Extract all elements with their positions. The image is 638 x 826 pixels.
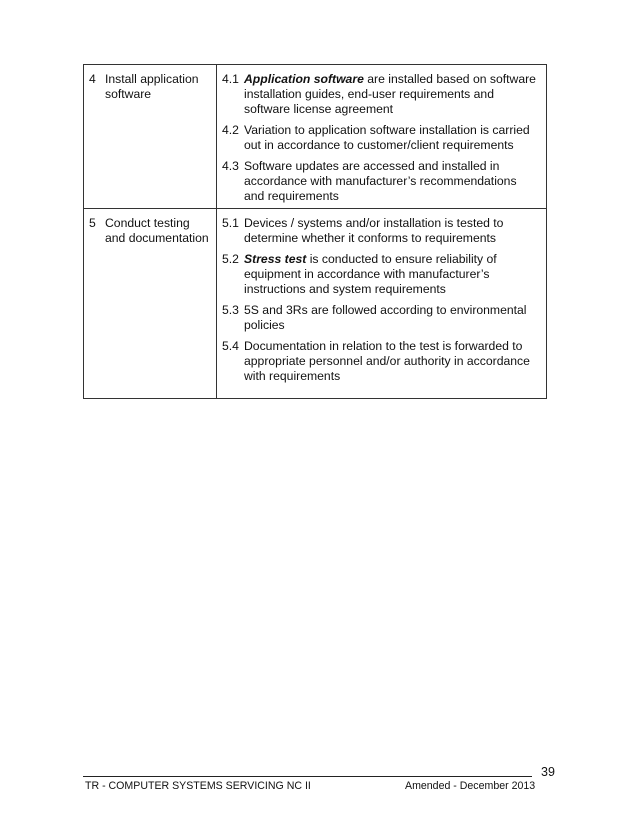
- criterion-text: [244, 72, 540, 117]
- criterion-body: are installed based on software installation guides, end-user requirements and software license agreement: [244, 72, 536, 116]
- criterion-text: [244, 252, 540, 297]
- criterion-item: [222, 123, 540, 153]
- criterion-emphasis: Application software: [244, 72, 364, 86]
- criterion-item: [222, 339, 540, 384]
- criterion-item: [222, 252, 540, 297]
- criterion-number: 5.2: [222, 252, 239, 266]
- page-number: 39: [541, 765, 555, 779]
- footer-amended-date: Amended - December 2013: [405, 780, 536, 792]
- criterion-emphasis: Stress test: [244, 252, 307, 266]
- unit-title: Conduct testing and documentation: [105, 216, 209, 245]
- unit-title: Install application software: [105, 72, 199, 101]
- criterion-body: is conducted to ensure reliability of equipment in accordance with manufacturer’s instructions and system requirements: [244, 252, 497, 296]
- footer-divider: [83, 776, 532, 777]
- criterion-number: 4.3: [222, 159, 239, 173]
- criterion-number: 5.1: [222, 216, 239, 230]
- criteria-cell: [217, 209, 546, 398]
- criterion-item: [222, 216, 540, 246]
- criteria-cell: [217, 65, 546, 208]
- criterion-text: Devices / systems and/or installation is tested to determine whether it conforms to requirements: [244, 216, 504, 245]
- competency-table: [83, 64, 547, 399]
- criterion-item: [222, 303, 540, 333]
- criterion-text: 5S and 3Rs are followed according to environmental policies: [244, 303, 527, 332]
- criterion-text: Variation to application software installation is carried out in accordance to customer/client requirements: [244, 123, 530, 152]
- criterion-number: 5.3: [222, 303, 239, 317]
- unit-cell: [84, 65, 217, 208]
- criterion-number: 4.2: [222, 123, 239, 137]
- table-row: [84, 65, 546, 208]
- unit-number: 4: [89, 72, 96, 86]
- criterion-item: [222, 72, 540, 117]
- unit-number: 5: [89, 216, 96, 230]
- criterion-item: [222, 159, 540, 204]
- table-row: [84, 208, 546, 398]
- footer-title: TR - COMPUTER SYSTEMS SERVICING NC II: [85, 780, 311, 792]
- unit-cell: [84, 209, 217, 398]
- criterion-number: 4.1: [222, 72, 239, 86]
- criterion-text: Documentation in relation to the test is forwarded to appropriate personnel and/or authority in accordance with requirements: [244, 339, 530, 383]
- criterion-number: 5.4: [222, 339, 239, 353]
- criterion-text: Software updates are accessed and installed in accordance with manufacturer’s recommendations and requirements: [244, 159, 517, 203]
